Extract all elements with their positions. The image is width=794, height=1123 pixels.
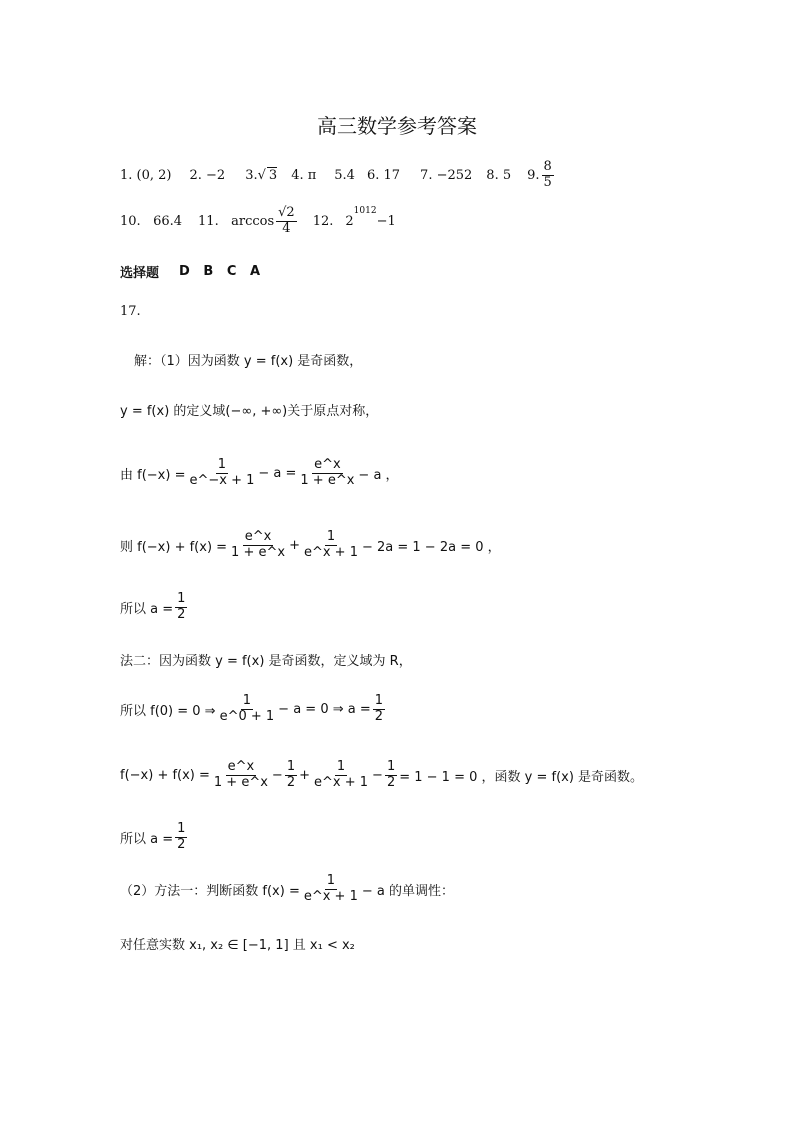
solution-line-9: 所以 a = $\frac{1}{2}$ xyxy=(120,821,186,852)
answer-7: 7. −252 xyxy=(420,167,473,183)
answer-11-prefix: 11. arccos xyxy=(198,213,275,229)
solution-line-7: 所以 f(0) = 0 ⇒ $\frac{1}{e\^{}0 + 1}$ − a = 0 ⇒ a = $\frac{1}{2}$ xyxy=(120,693,384,724)
solution-line-8: f(−x) + f(x) = $\frac{e\^{}x}{1 + e\^{}x}$ − $\frac{1}{2}$ + $\frac{1}{e\^{}x + 1}$ − $\frac{1}{2}$ = 1 − 1 = 0 ，函数 y = f(x) 是奇函数。 xyxy=(120,759,644,790)
solution-line-11: 对任意实数 x₁, x₂ ∈ [−1, 1] 且 x₁ < x₂ xyxy=(120,938,355,953)
page-title: 高三数学参考答案 xyxy=(317,114,477,138)
solution-line-5: 所以 a = $\frac{1}{2}$ xyxy=(120,591,186,622)
solution-line-4: 则 f(−x) + f(x) = $\frac{e\^{}x}{1 + e\^{}x}$ + $\frac{1}{e\^{}x + 1}$ − 2a = 1 − 2a = 0 ， xyxy=(120,529,501,560)
answer-8: 8. 5 xyxy=(486,167,512,183)
question-17-number: 17. xyxy=(120,304,141,319)
answer-4: 4. π xyxy=(291,167,317,183)
solution-line-10: （2）方法一：判断函数 f(x) = $\frac{1}{e\^{}x + 1}$ − a 的单调性： xyxy=(120,873,454,904)
answers-row-2 xyxy=(120,206,396,237)
answer-2: 2. −2 xyxy=(189,167,226,183)
answer-9-fraction: $\frac{8}{5}$ xyxy=(543,159,552,190)
answer-9-prefix: 9. xyxy=(527,167,540,183)
answers-row-1: 1. (0, 2) 2. −2 3. √ 3 4. π 5.4 6. 17 7. −252 8. 5 9. $\frac{8}{5}$ xyxy=(120,159,552,190)
choice-answers xyxy=(120,262,260,281)
solution-line-1: 解：（1）因为函数 y = f(x) 是奇函数， xyxy=(134,354,363,369)
answer-1: 1. (0, 2) xyxy=(120,167,172,183)
answer-12-suffix: −1 xyxy=(376,213,396,229)
solution-line-2: y = f(x) 的定义域(−∞, +∞)关于原点对称， xyxy=(120,404,379,419)
answer-12-exponent: 1012 xyxy=(353,206,377,216)
answer-3-radicand: 3 xyxy=(268,168,278,184)
solution-line-6: 法二：因为函数 y = f(x) 是奇函数，定义域为 R， xyxy=(120,654,412,669)
answer-12-prefix: 12. xyxy=(312,213,334,229)
solution-line-3: 由 f(−x) = $\frac{1}{e\^{}-x + 1}$ − a = $\frac{e\^{}x}{1 + e\^{}x}$ − a ， xyxy=(120,457,399,488)
choice-label: 选择题 xyxy=(120,266,160,281)
answer-11-fraction: $\frac{√2}{4}$ xyxy=(278,205,295,236)
answer-12-base: 2 xyxy=(345,213,354,229)
answer-10: 10. 66.4 xyxy=(120,213,183,229)
answer-3-prefix: 3. xyxy=(245,167,258,183)
choice-values: D B C A xyxy=(179,264,261,279)
answer-5: 5.4 xyxy=(334,167,355,183)
answer-6: 6. 17 xyxy=(366,167,401,183)
